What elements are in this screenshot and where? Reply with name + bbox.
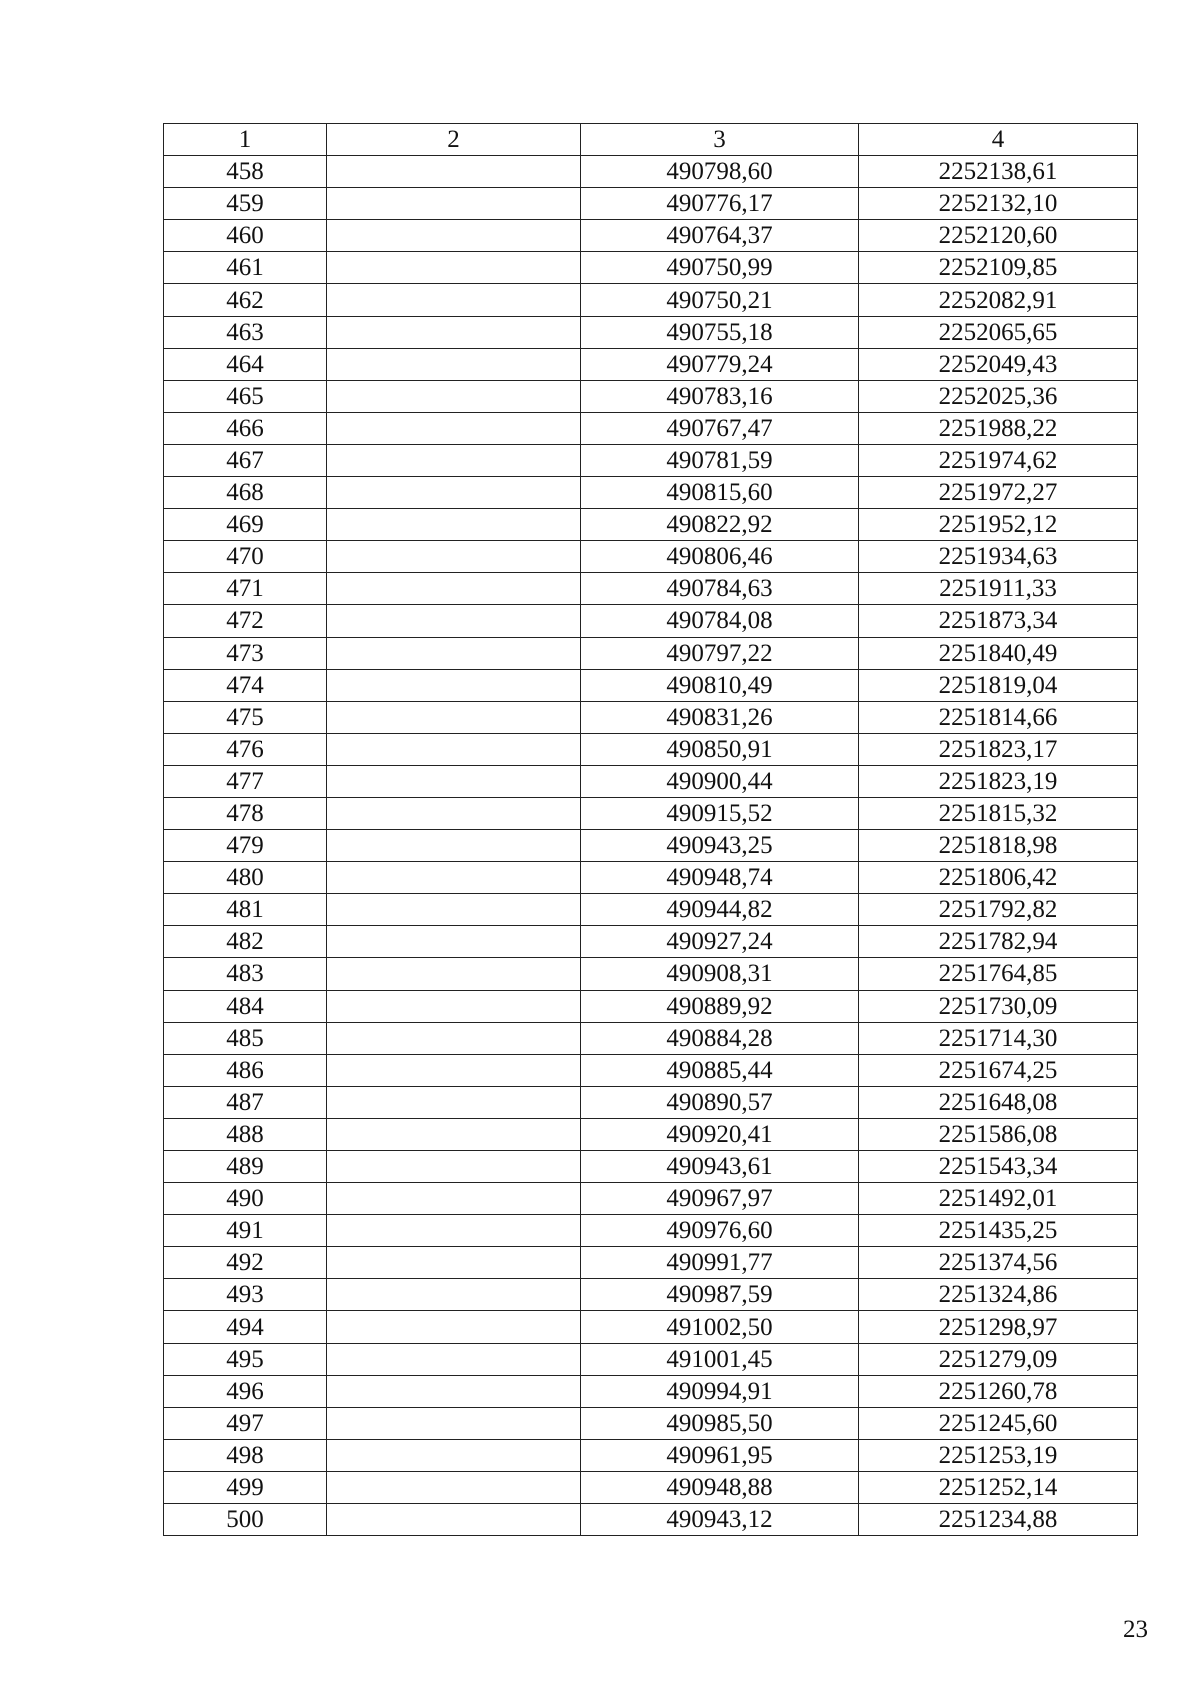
coord-y-cell: 2251972,27 bbox=[859, 477, 1138, 509]
coord-y-cell: 2251764,85 bbox=[859, 958, 1138, 990]
coord-y-cell: 2252082,91 bbox=[859, 284, 1138, 316]
table-row bbox=[164, 733, 1138, 765]
empty-cell bbox=[327, 1439, 581, 1471]
header-cell-col3: 3 bbox=[581, 124, 859, 156]
coord-x-cell: 490806,46 bbox=[581, 541, 859, 573]
empty-cell bbox=[327, 156, 581, 188]
table-row bbox=[164, 669, 1138, 701]
table-row bbox=[164, 220, 1138, 252]
empty-cell bbox=[327, 541, 581, 573]
empty-cell bbox=[327, 637, 581, 669]
coord-y-cell: 2251782,94 bbox=[859, 926, 1138, 958]
header-row bbox=[164, 124, 1138, 156]
coord-x-cell: 490948,88 bbox=[581, 1471, 859, 1503]
table-row bbox=[164, 380, 1138, 412]
coord-y-cell: 2251819,04 bbox=[859, 669, 1138, 701]
empty-cell bbox=[327, 1054, 581, 1086]
point-number-cell: 498 bbox=[164, 1439, 327, 1471]
point-number-cell: 490 bbox=[164, 1183, 327, 1215]
point-number-cell: 496 bbox=[164, 1375, 327, 1407]
table-row bbox=[164, 1022, 1138, 1054]
point-number-cell: 497 bbox=[164, 1407, 327, 1439]
coord-y-cell: 2252138,61 bbox=[859, 156, 1138, 188]
empty-cell bbox=[327, 1183, 581, 1215]
coord-x-cell: 490764,37 bbox=[581, 220, 859, 252]
empty-cell bbox=[327, 1375, 581, 1407]
coord-x-cell: 490767,47 bbox=[581, 412, 859, 444]
point-number-cell: 468 bbox=[164, 477, 327, 509]
table-row bbox=[164, 701, 1138, 733]
coord-y-cell: 2251298,97 bbox=[859, 1311, 1138, 1343]
coord-x-cell: 490987,59 bbox=[581, 1279, 859, 1311]
header-cell-col2: 2 bbox=[327, 124, 581, 156]
coord-x-cell: 490781,59 bbox=[581, 444, 859, 476]
table-row bbox=[164, 1311, 1138, 1343]
coord-y-cell: 2251279,09 bbox=[859, 1343, 1138, 1375]
empty-cell bbox=[327, 958, 581, 990]
coord-y-cell: 2251952,12 bbox=[859, 509, 1138, 541]
coord-x-cell: 490750,21 bbox=[581, 284, 859, 316]
table-row bbox=[164, 444, 1138, 476]
point-number-cell: 493 bbox=[164, 1279, 327, 1311]
coord-y-cell: 2251260,78 bbox=[859, 1375, 1138, 1407]
empty-cell bbox=[327, 830, 581, 862]
table-row bbox=[164, 637, 1138, 669]
empty-cell bbox=[327, 605, 581, 637]
empty-cell bbox=[327, 1504, 581, 1536]
coord-y-cell: 2251792,82 bbox=[859, 894, 1138, 926]
point-number-cell: 491 bbox=[164, 1215, 327, 1247]
empty-cell bbox=[327, 444, 581, 476]
header-cell-col4: 4 bbox=[859, 124, 1138, 156]
coord-x-cell: 490750,99 bbox=[581, 252, 859, 284]
coord-x-cell: 490943,25 bbox=[581, 830, 859, 862]
point-number-cell: 474 bbox=[164, 669, 327, 701]
table-row bbox=[164, 252, 1138, 284]
point-number-cell: 475 bbox=[164, 701, 327, 733]
coord-x-cell: 490783,16 bbox=[581, 380, 859, 412]
coord-y-cell: 2251648,08 bbox=[859, 1086, 1138, 1118]
coord-x-cell: 491002,50 bbox=[581, 1311, 859, 1343]
coord-x-cell: 490885,44 bbox=[581, 1054, 859, 1086]
empty-cell bbox=[327, 412, 581, 444]
coord-y-cell: 2251435,25 bbox=[859, 1215, 1138, 1247]
header-cell-col1: 1 bbox=[164, 124, 327, 156]
table-row bbox=[164, 894, 1138, 926]
coord-y-cell: 2251234,88 bbox=[859, 1504, 1138, 1536]
coord-x-cell: 490784,63 bbox=[581, 573, 859, 605]
empty-cell bbox=[327, 188, 581, 220]
point-number-cell: 477 bbox=[164, 765, 327, 797]
empty-cell bbox=[327, 1215, 581, 1247]
coord-x-cell: 490850,91 bbox=[581, 733, 859, 765]
point-number-cell: 488 bbox=[164, 1118, 327, 1150]
coord-y-cell: 2251818,98 bbox=[859, 830, 1138, 862]
coord-x-cell: 490889,92 bbox=[581, 990, 859, 1022]
empty-cell bbox=[327, 990, 581, 1022]
table-row bbox=[164, 348, 1138, 380]
point-number-cell: 486 bbox=[164, 1054, 327, 1086]
point-number-cell: 479 bbox=[164, 830, 327, 862]
coord-y-cell: 2251586,08 bbox=[859, 1118, 1138, 1150]
table-row bbox=[164, 605, 1138, 637]
table-header bbox=[164, 124, 1138, 156]
page-number: 23 bbox=[1123, 1616, 1148, 1643]
point-number-cell: 492 bbox=[164, 1247, 327, 1279]
point-number-cell: 460 bbox=[164, 220, 327, 252]
point-number-cell: 461 bbox=[164, 252, 327, 284]
point-number-cell: 469 bbox=[164, 509, 327, 541]
coord-x-cell: 490797,22 bbox=[581, 637, 859, 669]
point-number-cell: 464 bbox=[164, 348, 327, 380]
table-row bbox=[164, 1086, 1138, 1118]
coord-y-cell: 2251730,09 bbox=[859, 990, 1138, 1022]
table-row bbox=[164, 1343, 1138, 1375]
empty-cell bbox=[327, 669, 581, 701]
table-row bbox=[164, 1247, 1138, 1279]
coord-x-cell: 490948,74 bbox=[581, 862, 859, 894]
coord-y-cell: 2251324,86 bbox=[859, 1279, 1138, 1311]
coord-y-cell: 2252025,36 bbox=[859, 380, 1138, 412]
coord-x-cell: 490831,26 bbox=[581, 701, 859, 733]
table-row bbox=[164, 541, 1138, 573]
coord-x-cell: 490798,60 bbox=[581, 156, 859, 188]
point-number-cell: 465 bbox=[164, 380, 327, 412]
point-number-cell: 485 bbox=[164, 1022, 327, 1054]
coord-y-cell: 2251374,56 bbox=[859, 1247, 1138, 1279]
table-row bbox=[164, 1504, 1138, 1536]
point-number-cell: 499 bbox=[164, 1471, 327, 1503]
coord-y-cell: 2251974,62 bbox=[859, 444, 1138, 476]
point-number-cell: 495 bbox=[164, 1343, 327, 1375]
coord-x-cell: 491001,45 bbox=[581, 1343, 859, 1375]
coord-y-cell: 2251934,63 bbox=[859, 541, 1138, 573]
coord-y-cell: 2251911,33 bbox=[859, 573, 1138, 605]
table-row bbox=[164, 316, 1138, 348]
table-row bbox=[164, 830, 1138, 862]
table-row bbox=[164, 1279, 1138, 1311]
table-row bbox=[164, 156, 1138, 188]
coord-x-cell: 490822,92 bbox=[581, 509, 859, 541]
point-number-cell: 467 bbox=[164, 444, 327, 476]
coord-y-cell: 2251873,34 bbox=[859, 605, 1138, 637]
coord-x-cell: 490991,77 bbox=[581, 1247, 859, 1279]
coord-x-cell: 490927,24 bbox=[581, 926, 859, 958]
coord-x-cell: 490900,44 bbox=[581, 765, 859, 797]
coordinates-table bbox=[163, 123, 1138, 1536]
empty-cell bbox=[327, 733, 581, 765]
coord-y-cell: 2252120,60 bbox=[859, 220, 1138, 252]
empty-cell bbox=[327, 1279, 581, 1311]
point-number-cell: 471 bbox=[164, 573, 327, 605]
empty-cell bbox=[327, 797, 581, 829]
point-number-cell: 500 bbox=[164, 1504, 327, 1536]
table-row bbox=[164, 1407, 1138, 1439]
empty-cell bbox=[327, 1343, 581, 1375]
empty-cell bbox=[327, 348, 581, 380]
empty-cell bbox=[327, 477, 581, 509]
coord-x-cell: 490967,97 bbox=[581, 1183, 859, 1215]
empty-cell bbox=[327, 1022, 581, 1054]
coord-x-cell: 490961,95 bbox=[581, 1439, 859, 1471]
point-number-cell: 494 bbox=[164, 1311, 327, 1343]
point-number-cell: 473 bbox=[164, 637, 327, 669]
empty-cell bbox=[327, 1311, 581, 1343]
empty-cell bbox=[327, 1118, 581, 1150]
coord-x-cell: 490884,28 bbox=[581, 1022, 859, 1054]
point-number-cell: 470 bbox=[164, 541, 327, 573]
coord-x-cell: 490776,17 bbox=[581, 188, 859, 220]
coord-x-cell: 490994,91 bbox=[581, 1375, 859, 1407]
point-number-cell: 463 bbox=[164, 316, 327, 348]
coord-y-cell: 2251492,01 bbox=[859, 1183, 1138, 1215]
point-number-cell: 466 bbox=[164, 412, 327, 444]
empty-cell bbox=[327, 701, 581, 733]
point-number-cell: 487 bbox=[164, 1086, 327, 1118]
table-row bbox=[164, 573, 1138, 605]
coord-y-cell: 2251823,17 bbox=[859, 733, 1138, 765]
table-row bbox=[164, 926, 1138, 958]
coord-x-cell: 490944,82 bbox=[581, 894, 859, 926]
point-number-cell: 489 bbox=[164, 1151, 327, 1183]
coord-x-cell: 490943,12 bbox=[581, 1504, 859, 1536]
coord-y-cell: 2252132,10 bbox=[859, 188, 1138, 220]
coord-y-cell: 2252109,85 bbox=[859, 252, 1138, 284]
table-row bbox=[164, 765, 1138, 797]
coord-y-cell: 2251245,60 bbox=[859, 1407, 1138, 1439]
point-number-cell: 482 bbox=[164, 926, 327, 958]
coord-x-cell: 490755,18 bbox=[581, 316, 859, 348]
coord-y-cell: 2251823,19 bbox=[859, 765, 1138, 797]
empty-cell bbox=[327, 220, 581, 252]
empty-cell bbox=[327, 862, 581, 894]
table-row bbox=[164, 509, 1138, 541]
table-row bbox=[164, 1471, 1138, 1503]
empty-cell bbox=[327, 1471, 581, 1503]
coord-x-cell: 490915,52 bbox=[581, 797, 859, 829]
empty-cell bbox=[327, 894, 581, 926]
coord-x-cell: 490976,60 bbox=[581, 1215, 859, 1247]
point-number-cell: 478 bbox=[164, 797, 327, 829]
empty-cell bbox=[327, 1086, 581, 1118]
table-row bbox=[164, 1439, 1138, 1471]
point-number-cell: 459 bbox=[164, 188, 327, 220]
empty-cell bbox=[327, 316, 581, 348]
empty-cell bbox=[327, 1247, 581, 1279]
coord-y-cell: 2251988,22 bbox=[859, 412, 1138, 444]
table-row bbox=[164, 862, 1138, 894]
table-row bbox=[164, 284, 1138, 316]
table-row bbox=[164, 477, 1138, 509]
coord-y-cell: 2251252,14 bbox=[859, 1471, 1138, 1503]
table-row bbox=[164, 797, 1138, 829]
table-body bbox=[164, 156, 1138, 1536]
empty-cell bbox=[327, 1407, 581, 1439]
empty-cell bbox=[327, 926, 581, 958]
coord-x-cell: 490784,08 bbox=[581, 605, 859, 637]
coord-y-cell: 2251253,19 bbox=[859, 1439, 1138, 1471]
coord-y-cell: 2251815,32 bbox=[859, 797, 1138, 829]
empty-cell bbox=[327, 573, 581, 605]
empty-cell bbox=[327, 380, 581, 412]
coord-y-cell: 2251714,30 bbox=[859, 1022, 1138, 1054]
coord-x-cell: 490810,49 bbox=[581, 669, 859, 701]
table-row bbox=[164, 958, 1138, 990]
point-number-cell: 462 bbox=[164, 284, 327, 316]
coord-y-cell: 2251674,25 bbox=[859, 1054, 1138, 1086]
coord-y-cell: 2251814,66 bbox=[859, 701, 1138, 733]
coord-x-cell: 490815,60 bbox=[581, 477, 859, 509]
table-row bbox=[164, 1054, 1138, 1086]
coord-y-cell: 2252049,43 bbox=[859, 348, 1138, 380]
table-row bbox=[164, 1183, 1138, 1215]
empty-cell bbox=[327, 509, 581, 541]
empty-cell bbox=[327, 252, 581, 284]
coord-x-cell: 490908,31 bbox=[581, 958, 859, 990]
empty-cell bbox=[327, 284, 581, 316]
coord-x-cell: 490920,41 bbox=[581, 1118, 859, 1150]
point-number-cell: 481 bbox=[164, 894, 327, 926]
coord-x-cell: 490985,50 bbox=[581, 1407, 859, 1439]
point-number-cell: 476 bbox=[164, 733, 327, 765]
coord-x-cell: 490943,61 bbox=[581, 1151, 859, 1183]
coord-y-cell: 2251840,49 bbox=[859, 637, 1138, 669]
table-row bbox=[164, 990, 1138, 1022]
empty-cell bbox=[327, 765, 581, 797]
point-number-cell: 472 bbox=[164, 605, 327, 637]
coord-y-cell: 2252065,65 bbox=[859, 316, 1138, 348]
table-row bbox=[164, 1118, 1138, 1150]
coord-y-cell: 2251543,34 bbox=[859, 1151, 1138, 1183]
coord-y-cell: 2251806,42 bbox=[859, 862, 1138, 894]
point-number-cell: 484 bbox=[164, 990, 327, 1022]
point-number-cell: 483 bbox=[164, 958, 327, 990]
empty-cell bbox=[327, 1151, 581, 1183]
table-row bbox=[164, 1375, 1138, 1407]
coord-x-cell: 490890,57 bbox=[581, 1086, 859, 1118]
point-number-cell: 480 bbox=[164, 862, 327, 894]
coord-x-cell: 490779,24 bbox=[581, 348, 859, 380]
table-row bbox=[164, 1151, 1138, 1183]
point-number-cell: 458 bbox=[164, 156, 327, 188]
table-row bbox=[164, 188, 1138, 220]
table-row bbox=[164, 1215, 1138, 1247]
table-row bbox=[164, 412, 1138, 444]
